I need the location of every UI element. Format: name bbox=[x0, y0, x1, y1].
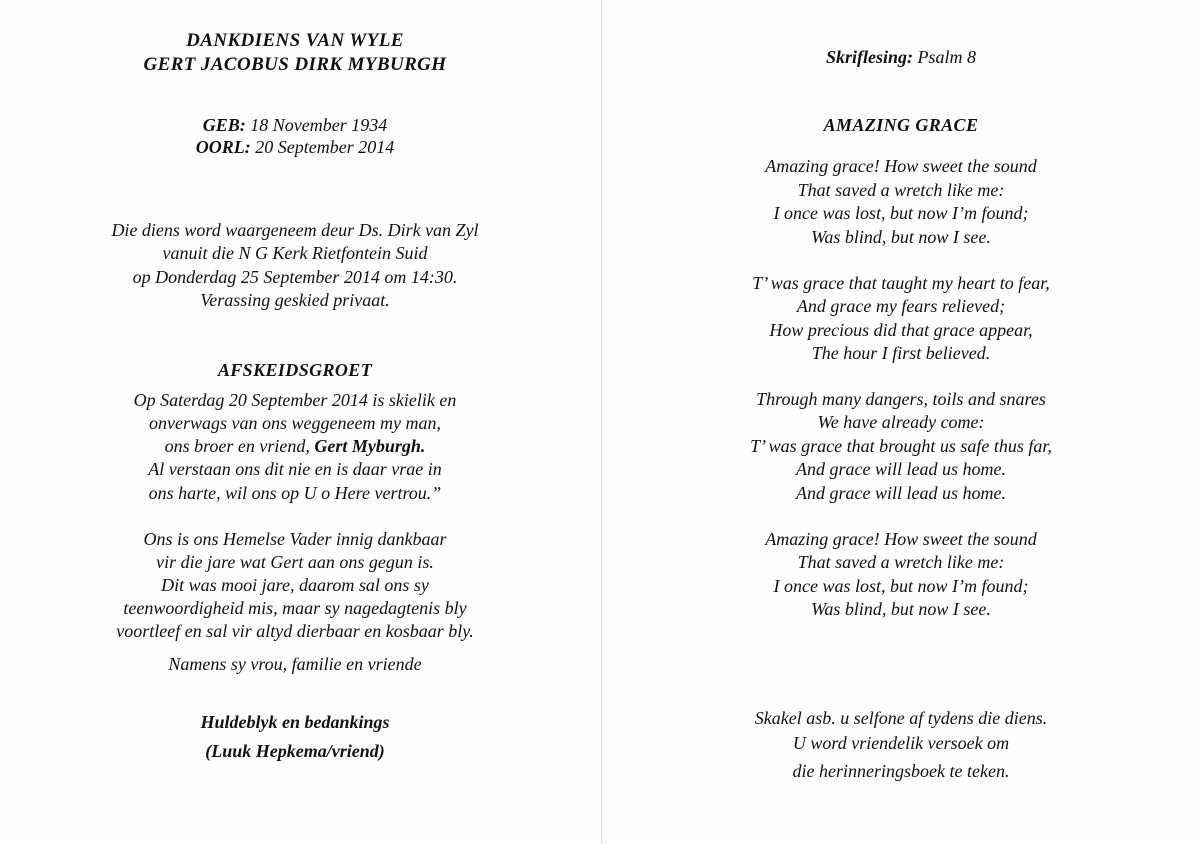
notice-line: U word vriendelik versoek om bbox=[792, 733, 1010, 753]
notice-line: Skakel asb. u selfone af tydens die diens. bbox=[754, 708, 1048, 728]
death-label: OORL: bbox=[195, 137, 251, 157]
hymn-line: How precious did that grace appear, bbox=[769, 320, 1033, 340]
scripture-reading bbox=[602, 48, 1200, 66]
farewell-line: onverwags van ons weggeneem my man, bbox=[149, 413, 441, 433]
farewell-line: Op Saterdag 20 September 2014 is skielik en bbox=[133, 390, 457, 410]
hymn-line: I once was lost, but now I’m found; bbox=[773, 203, 1029, 223]
birth-label: GEB: bbox=[202, 115, 246, 135]
hymn-line: And grace will lead us home. bbox=[796, 483, 1006, 503]
farewell-line: Al verstaan ons dit nie en is daar vrae in bbox=[148, 459, 442, 479]
hymn-line: That saved a wretch like me: bbox=[797, 180, 1005, 200]
hymn-line: Was blind, but now I see. bbox=[811, 227, 991, 247]
hymn-line: The hour I first believed. bbox=[811, 343, 991, 363]
hymn-line: T’ was grace that brought us safe thus far, bbox=[750, 436, 1052, 456]
gratitude-line: Ons is ons Hemelse Vader innig dankbaar bbox=[143, 529, 447, 549]
service-line: vanuit die N G Kerk Rietfontein Suid bbox=[162, 243, 428, 263]
scripture-label: Skriflesing: bbox=[825, 47, 913, 67]
deceased-name: Gert Myburgh. bbox=[314, 436, 426, 456]
hymn-line: I once was lost, but now I’m found; bbox=[773, 576, 1029, 596]
tributes-speaker: (Luuk Hepkema/vriend) bbox=[205, 741, 385, 761]
service-line: Die diens word waargeneem deur Ds. Dirk van Zyl bbox=[111, 220, 479, 240]
service-line: op Donderdag 25 September 2014 om 14:30. bbox=[132, 267, 458, 287]
farewell-heading: AFSKEIDSGROET bbox=[217, 360, 373, 380]
signoff: Namens sy vrou, familie en vriende bbox=[168, 654, 422, 674]
scripture-value: Psalm 8 bbox=[913, 47, 976, 67]
farewell-line-text: ons broer en vriend, bbox=[164, 436, 315, 456]
birth-date-value: 18 November 1934 bbox=[245, 115, 388, 135]
hymn-line: Amazing grace! How sweet the sound bbox=[765, 156, 1037, 176]
birth-date bbox=[0, 116, 590, 134]
gratitude-line: Dit was mooi jare, daarom sal ons sy bbox=[161, 575, 429, 595]
hymn-line: And grace will lead us home. bbox=[796, 459, 1006, 479]
tributes-heading: Huldeblyk en bedankings bbox=[200, 712, 390, 732]
service-line: Verassing geskied privaat. bbox=[200, 290, 390, 310]
death-date bbox=[0, 138, 590, 156]
gratitude-line: vir die jare wat Gert aan ons gegun is. bbox=[156, 552, 434, 572]
hymn-line: That saved a wretch like me: bbox=[797, 552, 1005, 572]
notice-line: die herinneringsboek te teken. bbox=[792, 761, 1010, 781]
farewell-line: ons harte, wil ons op U o Here vertrou.” bbox=[148, 483, 442, 503]
hymn-line: We have already come: bbox=[817, 412, 985, 432]
title-line-1: DANKDIENS VAN WYLE bbox=[186, 30, 404, 51]
title-line-2: GERT JACOBUS DIRK MYBURGH bbox=[143, 54, 447, 75]
farewell-line bbox=[0, 437, 590, 455]
hymn-line: T’ was grace that taught my heart to fear, bbox=[752, 273, 1050, 293]
hymn-line: And grace my fears relieved; bbox=[796, 296, 1006, 316]
hymn-line: Amazing grace! How sweet the sound bbox=[765, 529, 1037, 549]
gratitude-line: teenwoordigheid mis, maar sy nagedagtenis bly bbox=[123, 598, 467, 618]
hymn-line: Through many dangers, toils and snares bbox=[756, 389, 1046, 409]
death-date-value: 20 September 2014 bbox=[250, 137, 395, 157]
gratitude-line: voortleef en sal vir altyd dierbaar en kosbaar bly. bbox=[116, 621, 474, 641]
hymn-title: AMAZING GRACE bbox=[823, 115, 979, 135]
hymn-line: Was blind, but now I see. bbox=[811, 599, 991, 619]
